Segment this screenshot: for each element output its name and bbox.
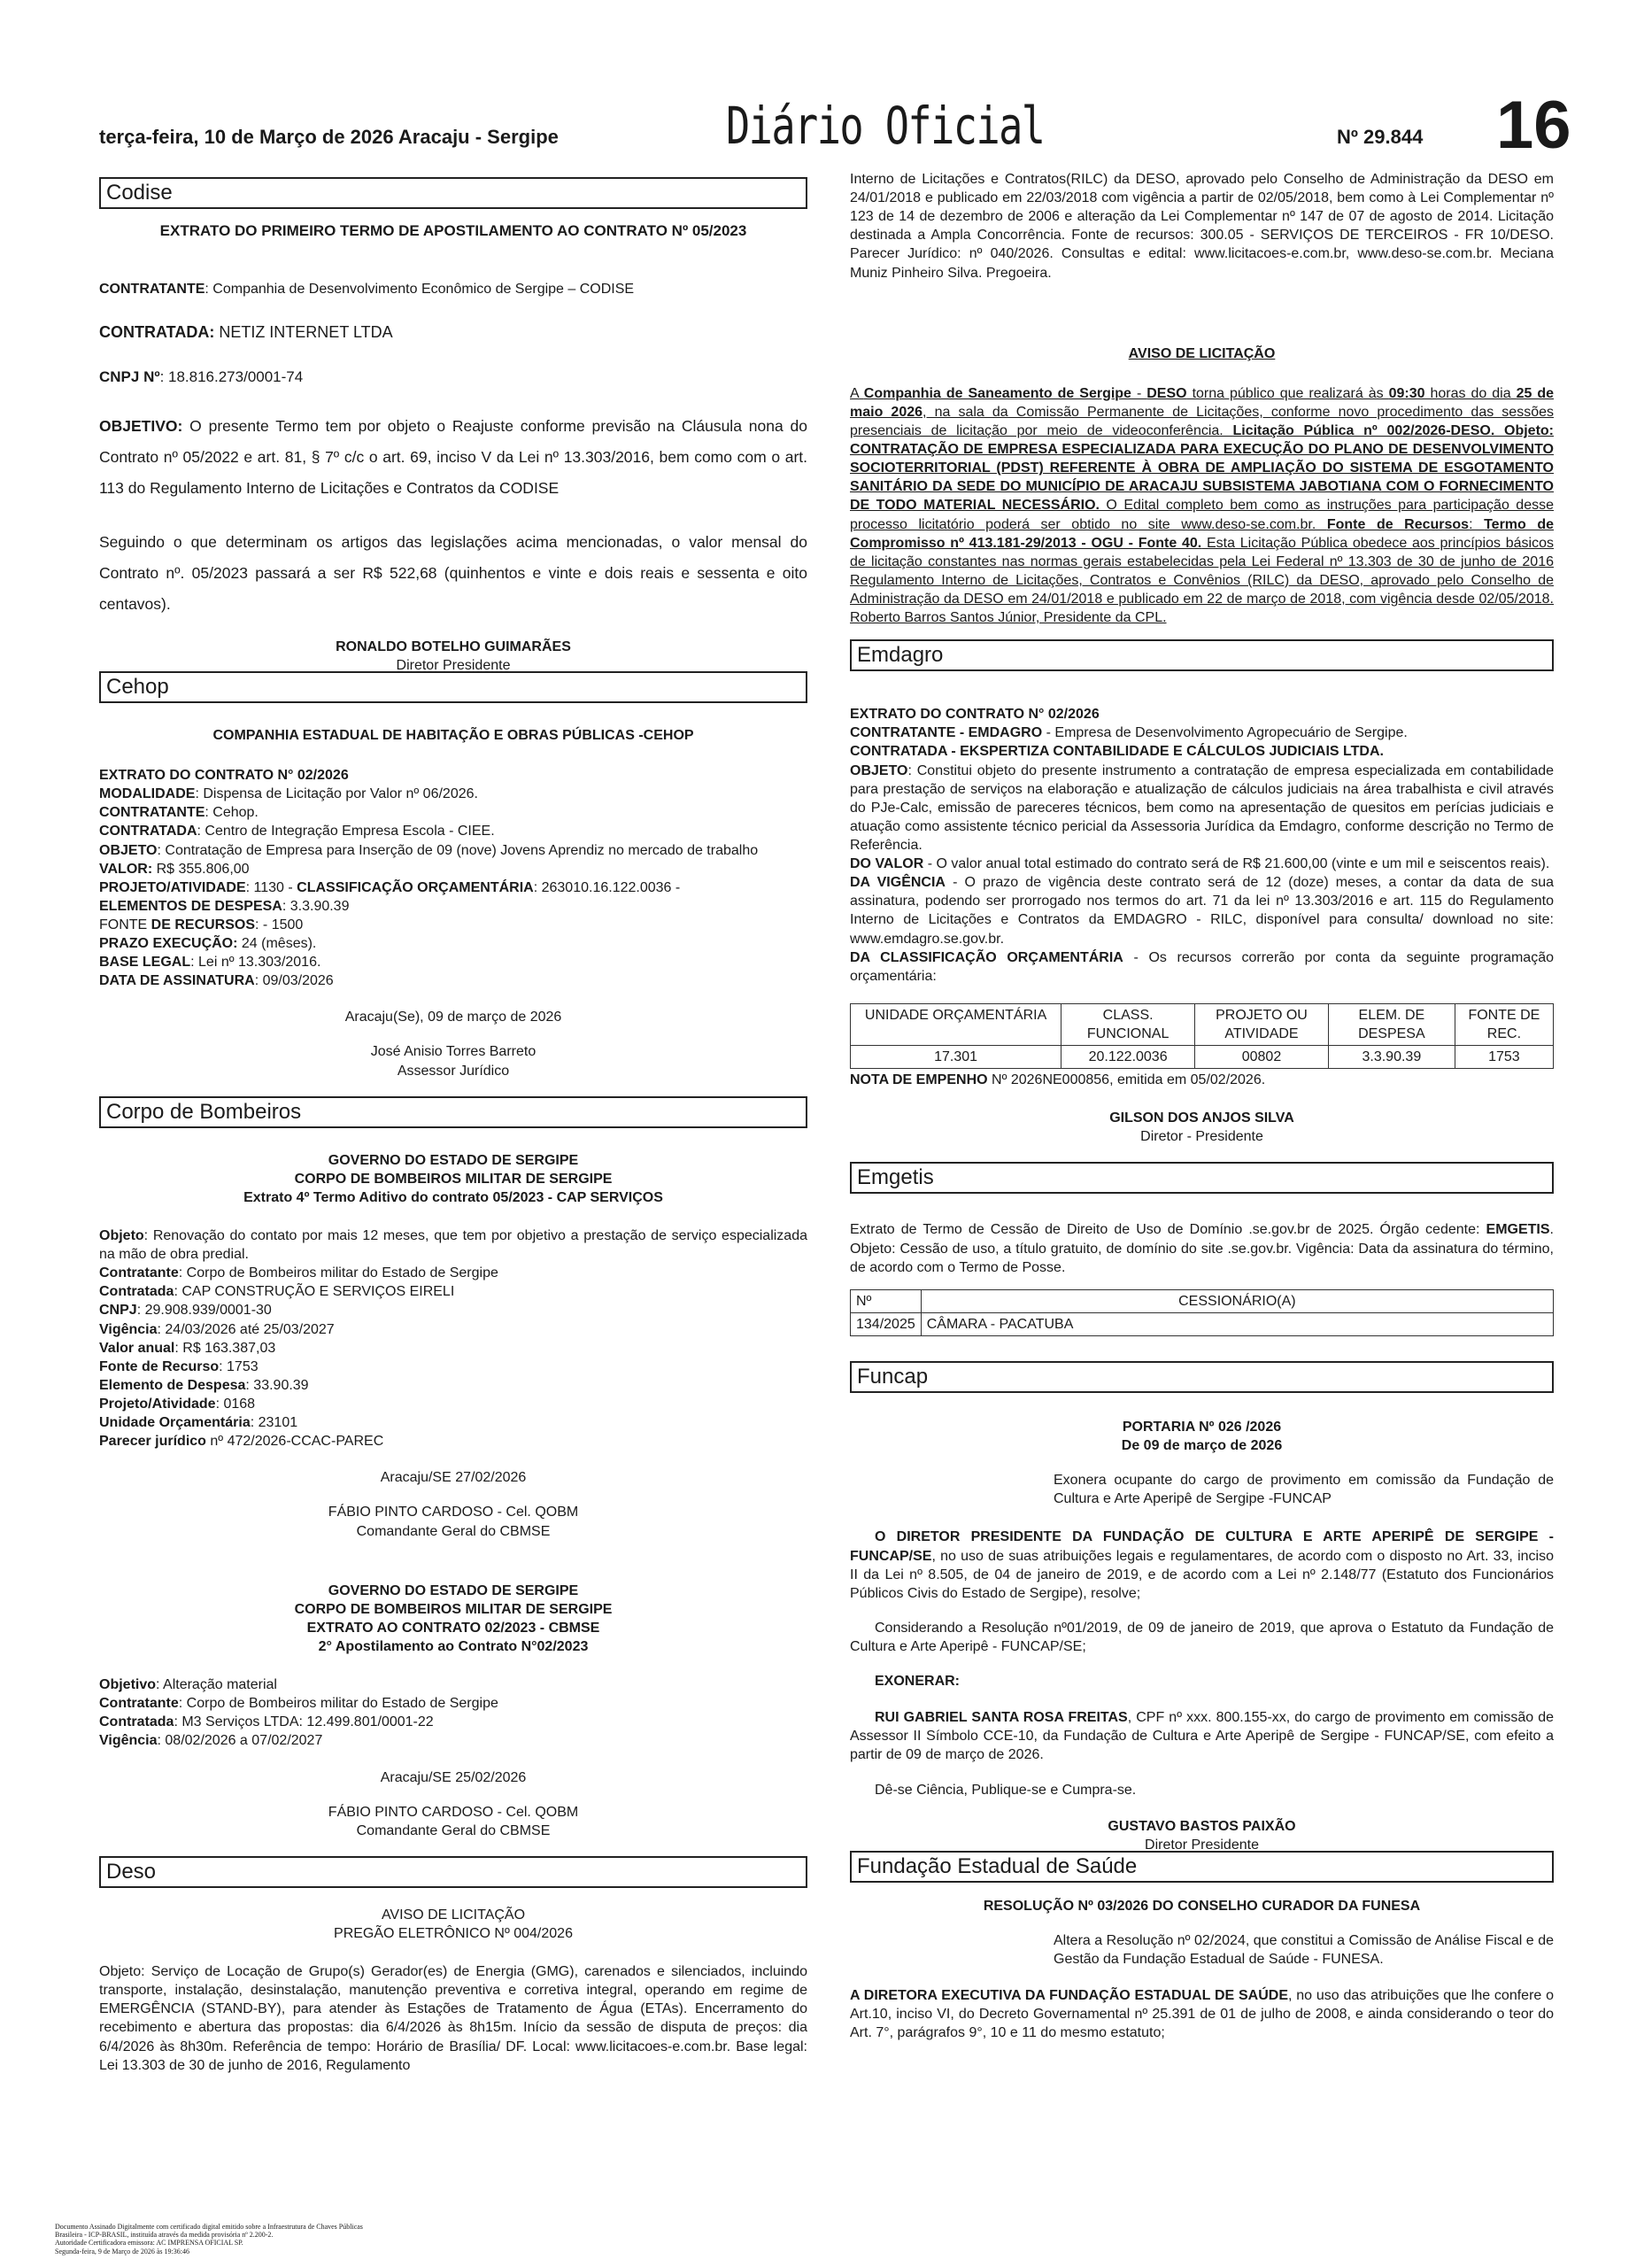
bombeiros-signer1: FÁBIO PINTO CARDOSO - Cel. QOBM	[328, 1505, 579, 1520]
codise-signer-role: Diretor Presidente	[396, 657, 511, 673]
deso-aviso: AVISO DE LICITAÇÃO	[381, 1907, 526, 1923]
bombeiros-signer2-role: Comandante Geral do CBMSE	[356, 1822, 551, 1838]
emdagro-body: EXTRATO DO CONTRATO N° 02/2026 CONTRATANTE - EMDAGRO - Empresa de Desenvolvimento Agropecuário de Sergipe. CONTRATADA - EKSPERTIZA CONTABILIDADE E CÁLCULOS JUDICIAIS LTDA. OBJETO: Constitui objeto do presente instrumento a contratação de empresa especializada em contabilidade para prestação de serviços na elaboração e atualização de cálculos judiciais na área trabalhista e civil através do PJe-Calc, emissão de pareceres técnicos, bem como na apresentação de quesitos em perícias judiciais e atuação como assistente técnico pericial da Assessoria Jurídica da Emdagro, conforme descrição no Termo de Referência. DO VALOR - O valor anual total estimado do contrato será de R$ 21.600,00 (vinte e um mil e seiscentos reais). DA VIGÊNCIA - O prazo de vigência deste contrato será de 12 (doze) meses, a contar da data de sua assinatura, podendo ser prorrogado nos termos do art. 71 da lei nº 13.303/2016 e art. 115 do Regulamento Interno de Licitações e Contratos da EMDAGRO - RILC, disponível para consulta/ download no site: www.emdagro.se.gov.br. DA CLASSIFICAÇÃO ORÇAMENTÁRIA - Os recursos correrão por conta da seguinte programação orçamentária:	[850, 707, 1554, 984]
deso-aviso2-texto: A Companhia de Saneamento de Sergipe - DESO torna público que realizará às 09:30 horas do dia 25 de maio 2026, na sala da Comissão Permanente de Licitações, conforme novo procedimento das sessões presenciais de licitação por meio de videoconferência. Licitação Pública nº 002/2026-DESO. Objeto: CONTRATAÇÃO DE EMPRESA ESPECIALIZADA PARA EXECUÇÃO DO PLANO DE DESENVOLVIMENTO SOCIOTERRITORIAL (PDST) REFERENTE À OBRA DE AMPLIAÇÃO DO SISTEMA DE ESGOTAMENTO SANITÁRIO DA SEDE DO MUNICÍPIO DE ARACAJU SUBSISTEMA JABOTIANA COM O FORNECIMENTO DE TODO MATERIAL NECESSÁRIO. O Edital completo bem como as instruções para participação desse processo licitatório poderá ser obtido no site www.deso-se.com.br. Fonte de Recursos: Termo de Compromisso nº 413.181-29/2013 - OGU - Fonte 40. Esta Licitação Pública obedece aos princípios básicos de licitação constantes nas normas gerais estabelecidas pela Lei Federal nº 13.303 de 30 de junho de 2016 Regulamento Interno de Licitações, Contratos e Convênios (RILC) da DESO, aprovado pelo Conselho de Administração da DESO em 24/01/2018 e publicado em 22 de março de 2018, com vigência desde 02/05/2018. Roberto Barros Santos Júnior, Presidente da CPL.	[850, 385, 1555, 626]
funcap-portaria: PORTARIA Nº 026 /2026	[1122, 1420, 1282, 1435]
table-header-cell: ELEM. DE DESPESA	[1328, 1003, 1455, 1045]
digital-signature-footer: Documento Assinado Digitalmente com certificado digital emitido sobre a Infraestrutura de Chaves Públicas Brasileira - ICP-BRASIL, instituída através da medida provisória nº 2.200-2. Autoridade Certificadora emissora: AC IMPRENSA OFICIAL SP. Segunda-feira, 9 de Março de 2026 às 19:36:46	[55, 2223, 363, 2255]
bombeiros-signer1-role: Comandante Geral do CBMSE	[356, 1523, 551, 1539]
section-header-funcap: Funcap	[850, 1361, 1554, 1393]
codise-paragrafo: Seguindo o que determinam os artigos das legislações acima mencionadas, o valor mensal do Contrato nº. 05/2023 passará a ser R$ 522,68 (quinhentos e vinte e dois reais e sessenta e oito centavos).	[99, 532, 807, 613]
table-header-cell: FONTE DE REC.	[1455, 1003, 1553, 1045]
bombeiros-gov: GOVERNO DO ESTADO DE SERGIPE	[328, 1152, 579, 1168]
table-cell: 1753	[1455, 1046, 1553, 1069]
codise-contratante: CONTRATANTE: Companhia de Desenvolvimento Econômico de Sergipe – CODISE	[99, 282, 635, 298]
table-header-row	[851, 1003, 1554, 1045]
header-date-place: terça-feira, 10 de Março de 2026 Aracaju - Sergipe	[99, 126, 559, 148]
emgetis-texto: Extrato de Termo de Cessão de Direito de Uso de Domínio .se.gov.br de 2025. Órgão cedente: EMGETIS. Objeto: Cessão de uso, a título gratuito, de domínio do site .se.gov.br. Vigência: Data da assinatura do término, de acordo com o Termo de Posse.	[850, 1222, 1554, 1275]
bombeiros-local1: Aracaju/SE 27/02/2026	[380, 1470, 527, 1486]
deso-pregao: PREGÃO ELETRÔNICO Nº 004/2026	[334, 1925, 573, 1941]
section-header-cehop: Cehop	[99, 671, 807, 703]
funcap-exonerar: EXONERAR:	[875, 1674, 961, 1690]
codise-objetivo: OBJETIVO: O presente Termo tem por objeto o Reajuste conforme previsão na Cláusula nona do Contrato nº 05/2022 e art. 81, § 7º c/c o art. 69, inciso V da Lei nº 13.303/2016, bem como com o art. 113 do Regulamento Interno de Licitações e Contratos da CODISE	[99, 416, 807, 497]
table-header-cell: PROJETO OU ATIVIDADE	[1195, 1003, 1329, 1045]
masthead-title: Diário Oficial	[726, 96, 1045, 156]
bombeiros-local2: Aracaju/SE 25/02/2026	[380, 1769, 527, 1785]
table-header-cell: Nº	[851, 1289, 922, 1312]
funesa-title: RESOLUÇÃO Nº 03/2026 DO CONSELHO CURADOR DA FUNESA	[983, 1898, 1421, 1914]
page-number: 16	[1496, 88, 1571, 163]
bombeiros-gov2: GOVERNO DO ESTADO DE SERGIPE	[328, 1582, 579, 1598]
codise-signer: RONALDO BOTELHO GUIMARÃES	[336, 638, 571, 654]
emgetis-table	[850, 1289, 1554, 1336]
table-header-cell: CESSIONÁRIO(A)	[921, 1289, 1553, 1312]
deso-texto: Objeto: Serviço de Locação de Grupo(s) Gerador(es) de Energia (GMG), carenados e silenciados, incluindo transporte, instalação, desinstalação, manutenção preventiva e corretiva integral, operando em regime de EMERGÊNCIA (STAND-BY), para atender às Estações de Tratamento de Água (ETAs). Encerramento do recebimento e abertura das propostas: dia 6/4/2026 às 8h15m. Início da sessão de disputa de preços: dia 6/4/2026 às 8h30m. Referência de tempo: Horário de Brasília/ DF. Local: www.licitacoes-e.com.br. Base legal: Lei 13.303 de 30 de junho de 2016, Regulamento	[99, 1964, 807, 2073]
table-cell: 17.301	[851, 1046, 1061, 1069]
section-header-bombeiros: Corpo de Bombeiros	[99, 1096, 807, 1128]
funesa-ementa: Altera a Resolução nº 02/2024, que constitui a Comissão de Análise Fiscal e de Gestão da Fundação Estadual de Saúde - FUNESA.	[1054, 1933, 1554, 1968]
table-cell: CÂMARA - PACATUBA	[921, 1312, 1553, 1335]
table-header-row	[851, 1289, 1554, 1312]
bombeiros-apost2: 2° Apostilamento ao Contrato N°02/2023	[318, 1639, 589, 1654]
table-cell: 134/2025	[851, 1312, 922, 1335]
table-cell: 00802	[1195, 1046, 1329, 1069]
cehop-org: COMPANHIA ESTADUAL DE HABITAÇÃO E OBRAS PÚBLICAS -CEHOP	[212, 727, 694, 743]
section-header-codise: Codise	[99, 177, 807, 209]
section-header-emgetis: Emgetis	[850, 1162, 1554, 1194]
funcap-ementa: Exonera ocupante do cargo de provimento em comissão da Fundação de Cultura e Arte Aperipê de Sergipe -FUNCAP	[1054, 1473, 1554, 1507]
bombeiros-extrato2: EXTRATO AO CONTRATO 02/2023 - CBMSE	[306, 1620, 600, 1636]
emdagro-signer-role: Diretor - Presidente	[1140, 1129, 1263, 1145]
cehop-signer-role: Assessor Jurídico	[397, 1063, 510, 1079]
table-row	[851, 1312, 1554, 1335]
funcap-p1: O DIRETOR PRESIDENTE DA FUNDAÇÃO DE CULTURA E ARTE APERIPÊ DE SERGIPE - FUNCAP/SE, no uso de suas atribuições legais e regulamentares, de acordo com o disposto no Art. 33, inciso II da Lei nº 8.505, de 04 de janeiro de 2019, e de acordo com a Lei nº 2.148/77 (Estatuto dos Funcionários Públicos Civis do Estado de Sergipe), resolve;	[850, 1529, 1554, 1601]
funesa-p1: A DIRETORA EXECUTIVA DA FUNDAÇÃO ESTADUAL DE SAÚDE, no uso das atribuições que lhe confere o Art.10, inciso VI, do Decreto Governamental nº 25.391 de 01 de julho de 2008, e ainda considerando o teor do Art. 7°, parágrafos 9°, 10 e 11 do mesmo estatuto;	[850, 1988, 1555, 2041]
codise-contratada: CONTRATADA: NETIZ INTERNET LTDA	[99, 322, 393, 341]
table-cell: 20.122.0036	[1061, 1046, 1195, 1069]
funcap-signer-role: Diretor Presidente	[1145, 1837, 1259, 1853]
left-column	[99, 177, 807, 2075]
section-header-funesa: Fundação Estadual de Saúde	[850, 1851, 1554, 1883]
funcap-p2: Considerando a Resolução nº01/2019, de 09 de janeiro de 2019, que aprova o Estatuto da Fundação de Cultura e Arte Aperipê - FUNCAP/SE;	[850, 1620, 1554, 1655]
codise-cnpj: CNPJ Nº: 18.816.273/0001-74	[99, 368, 304, 386]
bombeiros-cbm: CORPO DE BOMBEIROS MILITAR DE SERGIPE	[294, 1171, 613, 1187]
deso-aviso2: AVISO DE LICITAÇÃO	[1128, 345, 1276, 361]
cehop-body: EXTRATO DO CONTRATO N° 02/2026 MODALIDADE: Dispensa de Licitação por Valor nº 06/2026. CONTRATANTE: Cehop. CONTRATADA: Centro de Integração Empresa Escola - CIEE. OBJETO: Contratação de Empresa para Inserção de 09 (nove) Jovens Aprendiz no mercado de trabalho VALOR: R$ 355.806,00 PROJETO/ATIVIDADE: 1130 - CLASSIFICAÇÃO ORÇAMENTÁRIA: 263010.16.122.0036 - ELEMENTOS DE DESPESA: 3.3.90.39 FONTE DE RECURSOS: - 1500 PRAZO EXECUÇÃO: 24 (mêses). BASE LEGAL: Lei nº 13.303/2016. DATA DE ASSINATURA: 09/03/2026	[99, 768, 759, 989]
emdagro-empenho: NOTA DE EMPENHO Nº 2026NE000856, emitida em 05/02/2026.	[850, 1072, 1266, 1088]
right-column	[850, 170, 1554, 2043]
funcap-p4: Dê-se Ciência, Publique-se e Cumpra-se.	[875, 1782, 1137, 1798]
table-header-cell: UNIDADE ORÇAMENTÁRIA	[851, 1003, 1061, 1045]
section-header-emdagro: Emdagro	[850, 639, 1554, 671]
bombeiros-cbm2: CORPO DE BOMBEIROS MILITAR DE SERGIPE	[294, 1601, 613, 1617]
table-cell: 3.3.90.39	[1328, 1046, 1455, 1069]
funcap-data: De 09 de março de 2026	[1121, 1438, 1283, 1454]
funcap-signer: GUSTAVO BASTOS PAIXÃO	[1108, 1818, 1296, 1834]
section-header-deso: Deso	[99, 1856, 807, 1888]
cehop-signer: José Anisio Torres Barreto	[370, 1044, 537, 1060]
table-header-cell: CLASS. FUNCIONAL	[1061, 1003, 1195, 1045]
cehop-local: Aracaju(Se), 09 de março de 2026	[344, 1010, 562, 1025]
edition-number: Nº 29.844	[1337, 126, 1424, 148]
bombeiros-signer2: FÁBIO PINTO CARDOSO - Cel. QOBM	[328, 1804, 579, 1820]
deso-continuacao: Interno de Licitações e Contratos(RILC) da DESO, aprovado pelo Conselho de Administração da DESO em 24/01/2018 e publicado em 22/03/2018 com vigência a partir de 02/05/2018, bem como à Lei Complementar nº 123 de 14 de dezembro de 2006 e alteração da Lei Complementar nº 147 de 07 de agosto de 2014. Licitação destinada a Ampla Concorrência. Fonte de recursos: 300.05 - SERVIÇOS DE TERCEIROS - FR 10/DESO. Parecer Jurídico: nº 040/2026. Consultas e edital: www.licitacoes-e.com.br, www.deso-se.com.br. Meciana Muniz Pinheiro Silva. Pregoeira.	[850, 172, 1554, 281]
bombeiros-body1: Objeto: Renovação do contato por mais 12 meses, que tem por objetivo a prestação de serviço especializada na mão de obra predial. Contratante: Corpo de Bombeiros militar do Estado de Sergipe Contratada: CAP CONSTRUÇÃO E SERVIÇOS EIRELI CNPJ: 29.908.939/0001-30 Vigência: 24/03/2026 até 25/03/2027 Valor anual: R$ 163.387,03 Fonte de Recurso: 1753 Elemento de Despesa: 33.90.39 Projeto/Atividade: 0168 Unidade Orçamentária: 23101 Parecer jurídico nº 472/2026-CCAC-PAREC	[99, 1228, 807, 1450]
emdagro-budget-table	[850, 1003, 1554, 1069]
table-row	[851, 1046, 1554, 1069]
emdagro-signer: GILSON DOS ANJOS SILVA	[1109, 1110, 1294, 1126]
bombeiros-title1: Extrato 4º Termo Aditivo do contrato 05/2023 - CAP SERVIÇOS	[243, 1189, 663, 1205]
bombeiros-body2: Objetivo: Alteração material Contratante: Corpo de Bombeiros militar do Estado de Sergipe Contratada: M3 Serviços LTDA: 12.499.801/0001-22 Vigência: 08/02/2026 a 07/02/2027	[99, 1677, 498, 1749]
codise-title: EXTRATO DO PRIMEIRO TERMO DE APOSTILAMENTO AO CONTRATO Nº 05/2023	[159, 222, 747, 239]
funcap-p3: RUI GABRIEL SANTA ROSA FREITAS, CPF nº xxx. 800.155-xx, do cargo de provimento em comissão de Assessor II Símbolo CCE-10, da Fundação de Cultura e Arte Aperipê de Sergipe - FUNCAP/SE, com efeito a partir de 09 de março de 2026.	[850, 1710, 1555, 1763]
